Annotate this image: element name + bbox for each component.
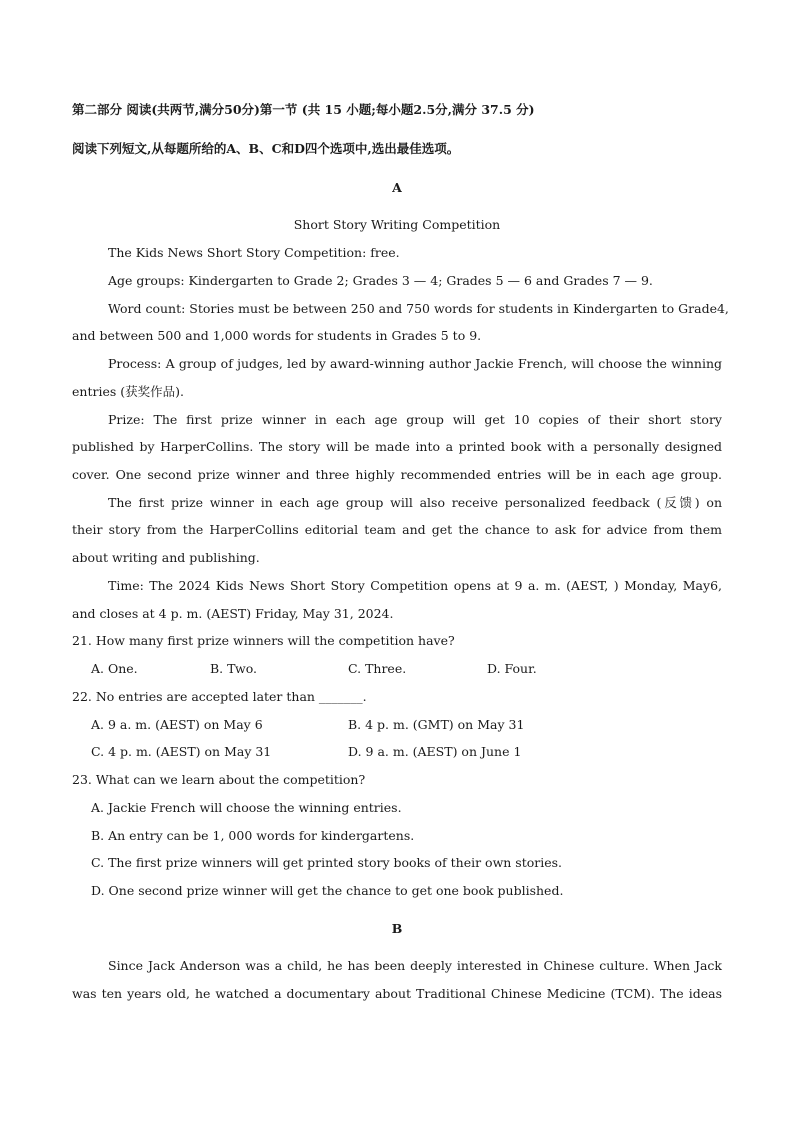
option-b: B. 4 p. m. (GMT) on May 31 <box>348 717 525 732</box>
option-d: D. 9 a. m. (AEST) on June 1 <box>348 744 522 759</box>
question-22-stem: 22. No entries are accepted later than _______. <box>72 689 367 704</box>
option-b: B. Two. <box>210 661 258 676</box>
paragraph-intro: The Kids News Short Story Competition: free. <box>108 245 400 260</box>
option-a: A. 9 a. m. (AEST) on May 6 <box>91 717 263 732</box>
passage-a-title: Short Story Writing Competition <box>293 217 501 232</box>
paragraph-word-count-line2: and between 500 and 1,000 words for students in Grades 5 to 9. <box>72 328 482 343</box>
question-21-stem: 21. How many first prize winners will the competition have? <box>72 633 455 648</box>
instruction: 阅读下列短文,从每题所给的A、B、C和D四个选项中,选出最佳选项。 <box>72 141 460 156</box>
paragraph-prize-line1: Prize: The first prize winner in each age group will get 10 copies of their short story <box>108 412 722 427</box>
question-23-option-c: C. The first prize winners will get printed story books of their own stories. <box>91 855 563 870</box>
paragraph-feedback-line2: their story from the HarperCollins editorial team and get the chance to ask for advice from them <box>72 522 722 537</box>
passage-b-line2: was ten years old, he watched a documentary about Traditional Chinese Medicine (TCM). The ideas <box>72 986 722 1001</box>
passage-b-line1: Since Jack Anderson was a child, he has been deeply interested in Chinese culture. When Jack <box>108 958 722 973</box>
passage-a-letter: A <box>392 180 402 195</box>
question-23-stem: 23. What can we learn about the competition? <box>72 772 366 787</box>
paragraph-prize-line2: published by HarperCollins. The story will be made into a printed book with a personally designed <box>72 439 722 454</box>
paragraph-prize-line3: cover. One second prize winner and three highly recommended entries will be in each age group. <box>72 467 722 482</box>
paragraph-word-count-line1: Word count: Stories must be between 250 and 750 words for students in Kindergarten to Grade4, <box>108 301 729 316</box>
part-title: 第二部分 阅读(共两节,满分50分)第一节 (共 15 小题;每小题2.5分,满分 37.5 分) <box>72 102 535 117</box>
passage-b-letter: B <box>391 921 403 936</box>
paragraph-age-groups: Age groups: Kindergarten to Grade 2; Grades 3 — 4; Grades 5 — 6 and Grades 7 — 9. <box>108 273 653 288</box>
question-23-option-a: A. Jackie French will choose the winning entries. <box>91 800 402 815</box>
paragraph-time-line2: and closes at 4 p. m. (AEST) Friday, May 31, 2024. <box>72 606 394 621</box>
paragraph-process-line1: Process: A group of judges, led by award-winning author Jackie French, will choose the winning <box>108 356 722 371</box>
option-d: D. Four. <box>487 661 537 676</box>
option-a: A. One. <box>91 661 138 676</box>
paragraph-time-line1: Time: The 2024 Kids News Short Story Competition opens at 9 a. m. (AEST, ) Monday, May6, <box>108 578 722 593</box>
question-23-option-b: B. An entry can be 1, 000 words for kindergartens. <box>91 828 415 843</box>
paragraph-process-line2: entries (获奖作品). <box>72 384 184 399</box>
paragraph-feedback-line3: about writing and publishing. <box>72 550 260 565</box>
option-c: C. 4 p. m. (AEST) on May 31 <box>91 744 272 759</box>
question-23-option-d: D. One second prize winner will get the chance to get one book published. <box>91 883 564 898</box>
option-c: C. Three. <box>348 661 407 676</box>
paragraph-feedback-line1: The first prize winner in each age group will also receive personalized feedback (反馈) on <box>108 495 722 510</box>
